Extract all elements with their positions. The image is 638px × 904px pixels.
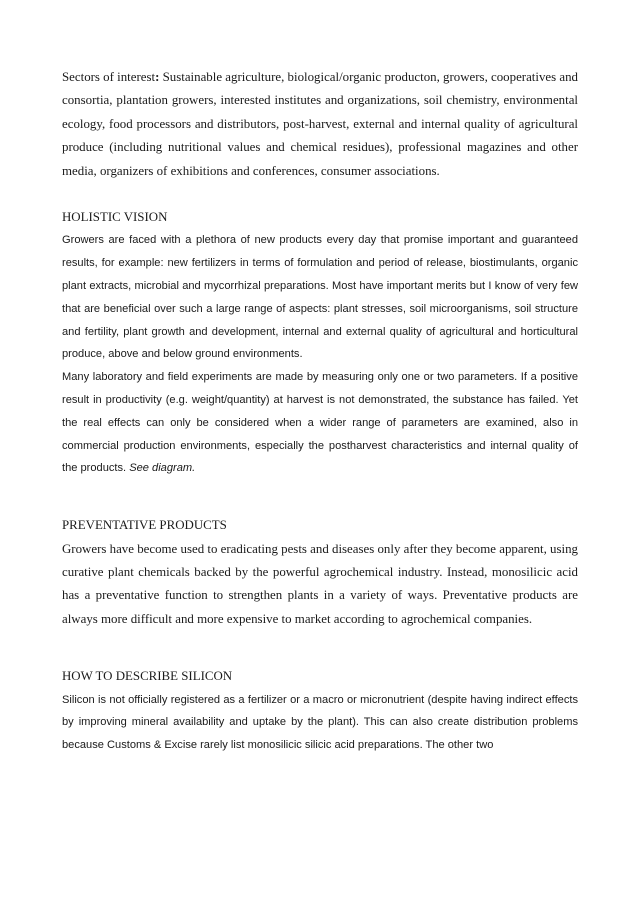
document-page bbox=[62, 66, 578, 757]
holistic-paragraph-2-text: Many laboratory and field experiments are made by measuring only one or two parameters. If a positive result in productivity (e.g. weight/quantity) at harvest is not demonstrated, the substance has failed. Yet the real effects can only be considered when a wider range of parameters are examined, also in commercial production environments, especially the postharvest characteristics and internal quality of the products. bbox=[62, 371, 578, 475]
sectors-paragraph bbox=[62, 66, 578, 183]
sectors-colon: : bbox=[155, 70, 160, 84]
holistic-paragraph-2 bbox=[62, 366, 578, 480]
sectors-label: Sectors of interest bbox=[62, 70, 156, 84]
holistic-paragraph-1: Growers are faced with a plethora of new products every day that promise important and guaranteed results, for example: new fertilizers in terms of formulation and period of release, biostimulants, organic plant extracts, microbial and mycorrhizal preparations. Most have important merits but I know of very few that are beneficial over such a large range of aspects: plant stresses, soil microorganisms, soil structure and fertility, plant growth and development, internal and external quality of agricultural and horticultural produce, above and below ground environments. bbox=[62, 234, 578, 361]
sectors-text: Sustainable agriculture, biological/organic producton, growers, cooperatives and consortia, plantation growers, interested institutes and organizations, soil chemistry, environmental ecology, food processors and distributors, post-harvest, external and internal quality of agricultural produce (including nutritional values and chemical residues), professional magazines and other media, organizers of exhibitions and conferences, consumer associations. bbox=[62, 70, 578, 178]
holistic-vision-heading: HOLISTIC VISION bbox=[62, 210, 168, 225]
how-to-describe-silicon-heading: HOW TO DESCRIBE SILICON bbox=[62, 669, 233, 684]
silicon-paragraph: Silicon is not officially registered as a fertilizer or a macro or micronutrient (despite having indirect effects by improving mineral availability and uptake by the plant). This can also create distribution problems because Customs & Excise rarely list monosilicic silicic acid preparations. The other two bbox=[62, 693, 578, 752]
preventative-paragraph: Growers have become used to eradicating pests and diseases only after they become apparent, using curative plant chemicals backed by the powerful agrochemical industry. Instead, monosilicic acid has a preventative function to strengthen plants in a variety of ways. Preventative products are always more difficult and more expensive to market according to agrochemical companies. bbox=[62, 541, 578, 626]
see-diagram-reference: See diagram. bbox=[129, 462, 196, 475]
spacer bbox=[62, 631, 578, 665]
spacer bbox=[62, 183, 578, 206]
spacer bbox=[62, 480, 578, 514]
preventative-products-heading: PREVENTATIVE PRODUCTS bbox=[62, 518, 227, 533]
